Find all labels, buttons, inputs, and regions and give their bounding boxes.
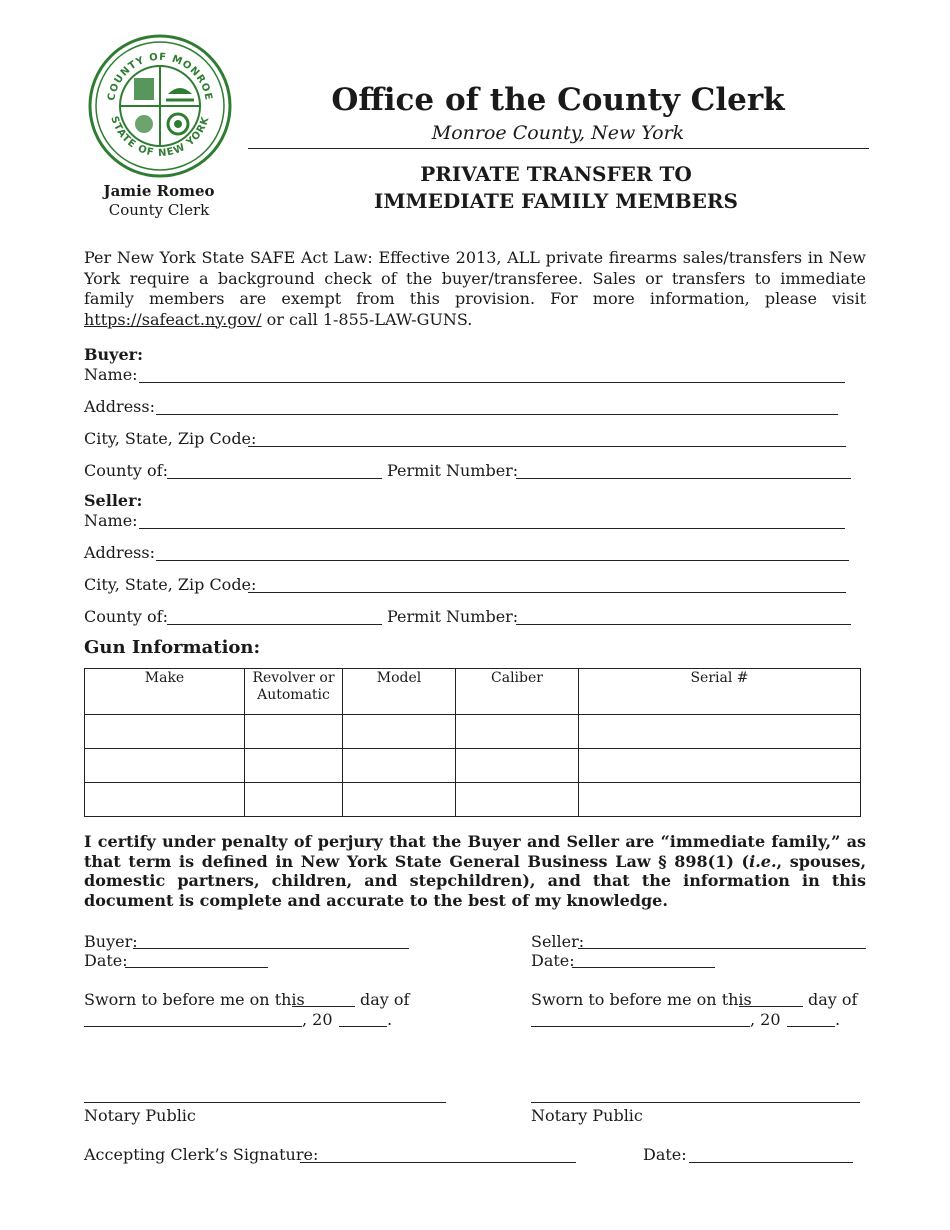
seller-sworn-year-field[interactable]: [787, 1026, 835, 1027]
buyer-name-field[interactable]: [139, 382, 845, 383]
buyer-permit-label: Permit Number:: [387, 461, 519, 480]
intro-text: Per New York State SAFE Act Law: Effective 2013, ALL private firearms sales/transfers in New York require a background check of the buyer/transferee. Sales or transfers to immediate family members are exempt from this provision. For more information, please visit: [84, 248, 866, 308]
table-cell[interactable]: [579, 749, 861, 783]
table-cell[interactable]: [579, 783, 861, 817]
table-cell[interactable]: [85, 715, 245, 749]
certification-ie: i.e.: [749, 851, 777, 871]
buyer-date-label: Date:: [84, 951, 128, 970]
table-cell[interactable]: [343, 749, 456, 783]
buyer-sworn-day-field[interactable]: [292, 1006, 355, 1007]
buyer-sworn-label: Sworn to before me on this: [84, 990, 305, 1009]
column-header-caliber: Caliber: [456, 669, 579, 715]
table-row: [85, 749, 861, 783]
seller-city-field[interactable]: [248, 592, 846, 593]
intro-paragraph: [84, 248, 866, 330]
certification-statement: [84, 832, 866, 910]
seller-permit-label: Permit Number:: [387, 607, 519, 626]
seller-notary-label: Notary Public: [531, 1106, 643, 1125]
form-title-line1: PRIVATE TRANSFER TO: [420, 162, 692, 186]
gun-info-table: [84, 668, 861, 817]
seller-city-label: City, State, Zip Code:: [84, 575, 257, 594]
clerk-title: County Clerk: [108, 201, 210, 219]
seller-sworn-label: Sworn to before me on this: [531, 990, 752, 1009]
clerk-name: Jamie Romeo: [103, 182, 215, 200]
seller-name-label: Name:: [84, 511, 138, 530]
buyer-year-prefix: , 20: [302, 1010, 333, 1029]
safeact-link[interactable]: https://safeact.ny.gov/: [84, 309, 262, 329]
buyer-notary-signature-field[interactable]: [84, 1102, 446, 1103]
county-seal-logo: [88, 34, 232, 178]
header-divider: [248, 148, 869, 149]
column-header-type: Revolver or Automatic: [245, 669, 343, 715]
buyer-permit-field[interactable]: [516, 478, 851, 479]
table-cell[interactable]: [456, 783, 579, 817]
buyer-notary-label: Notary Public: [84, 1106, 196, 1125]
seller-permit-field[interactable]: [516, 624, 851, 625]
seller-county-field[interactable]: [167, 624, 382, 625]
buyer-address-field[interactable]: [156, 414, 838, 415]
seller-county-label: County of:: [84, 607, 168, 626]
certification-text-end: , spouses, domestic partners, children, and stepchildren), and that the information in this document is complete and accurate to the best of my knowledge.: [84, 851, 867, 910]
buyer-county-label: County of:: [84, 461, 168, 480]
seller-sworn-day-field[interactable]: [739, 1006, 803, 1007]
svg-text:COUNTY OF MONROE: COUNTY OF MONROE: [106, 51, 214, 102]
certification-text: I certify under penalty of perjury that the Buyer and Seller are “immediate family,” as that term is defined in New York State General Business Law § 898(1) (: [84, 832, 866, 871]
table-row: [85, 715, 861, 749]
table-cell[interactable]: [245, 783, 343, 817]
seller-day-of-label: day of: [808, 990, 858, 1009]
seller-address-label: Address:: [84, 543, 155, 562]
seller-notary-signature-field[interactable]: [531, 1102, 860, 1103]
buyer-city-field[interactable]: [248, 446, 846, 447]
seller-signature-field[interactable]: [578, 948, 866, 949]
table-cell[interactable]: [85, 749, 245, 783]
table-cell[interactable]: [579, 715, 861, 749]
buyer-date-field[interactable]: [125, 967, 268, 968]
buyer-sworn-year-field[interactable]: [339, 1026, 387, 1027]
office-subtitle: Monroe County, New York: [431, 122, 685, 144]
clerk-signature-label: Accepting Clerk’s Signature:: [84, 1145, 319, 1164]
intro-text-after: or call 1-855-LAW-GUNS.: [261, 309, 473, 329]
table-cell[interactable]: [85, 783, 245, 817]
table-row: [85, 783, 861, 817]
buyer-day-of-label: day of: [360, 990, 410, 1009]
buyer-signature-label: Buyer:: [84, 932, 138, 951]
seller-date-field[interactable]: [572, 967, 715, 968]
buyer-county-field[interactable]: [167, 478, 382, 479]
buyer-heading: Buyer:: [84, 345, 143, 364]
seller-date-label: Date:: [531, 951, 575, 970]
table-header-row: [85, 669, 861, 715]
buyer-name-label: Name:: [84, 365, 138, 384]
table-cell[interactable]: [245, 715, 343, 749]
form-title-line2: IMMEDIATE FAMILY MEMBERS: [374, 189, 738, 213]
seller-year-prefix: , 20: [750, 1010, 781, 1029]
buyer-signature-field[interactable]: [133, 948, 409, 949]
seller-heading: Seller:: [84, 491, 143, 510]
buyer-sworn-month-field[interactable]: [84, 1026, 302, 1027]
svg-text:STATE OF NEW YORK: STATE OF NEW YORK: [108, 114, 212, 160]
buyer-city-label: City, State, Zip Code:: [84, 429, 257, 448]
office-title: Office of the County Clerk: [331, 82, 785, 118]
column-header-model: Model: [343, 669, 456, 715]
table-cell[interactable]: [245, 749, 343, 783]
clerk-signature-field[interactable]: [300, 1162, 576, 1163]
table-cell[interactable]: [456, 715, 579, 749]
buyer-address-label: Address:: [84, 397, 155, 416]
table-cell[interactable]: [343, 783, 456, 817]
table-cell[interactable]: [343, 715, 456, 749]
seller-sworn-month-field[interactable]: [531, 1026, 750, 1027]
seller-address-field[interactable]: [156, 560, 849, 561]
column-header-make: Make: [85, 669, 245, 715]
seller-name-field[interactable]: [139, 528, 845, 529]
column-header-serial: Serial #: [579, 669, 861, 715]
clerk-date-label: Date:: [643, 1145, 687, 1164]
clerk-date-field[interactable]: [689, 1162, 853, 1163]
gun-info-heading: Gun Information:: [84, 637, 261, 658]
table-cell[interactable]: [456, 749, 579, 783]
seller-signature-label: Seller:: [531, 932, 585, 951]
